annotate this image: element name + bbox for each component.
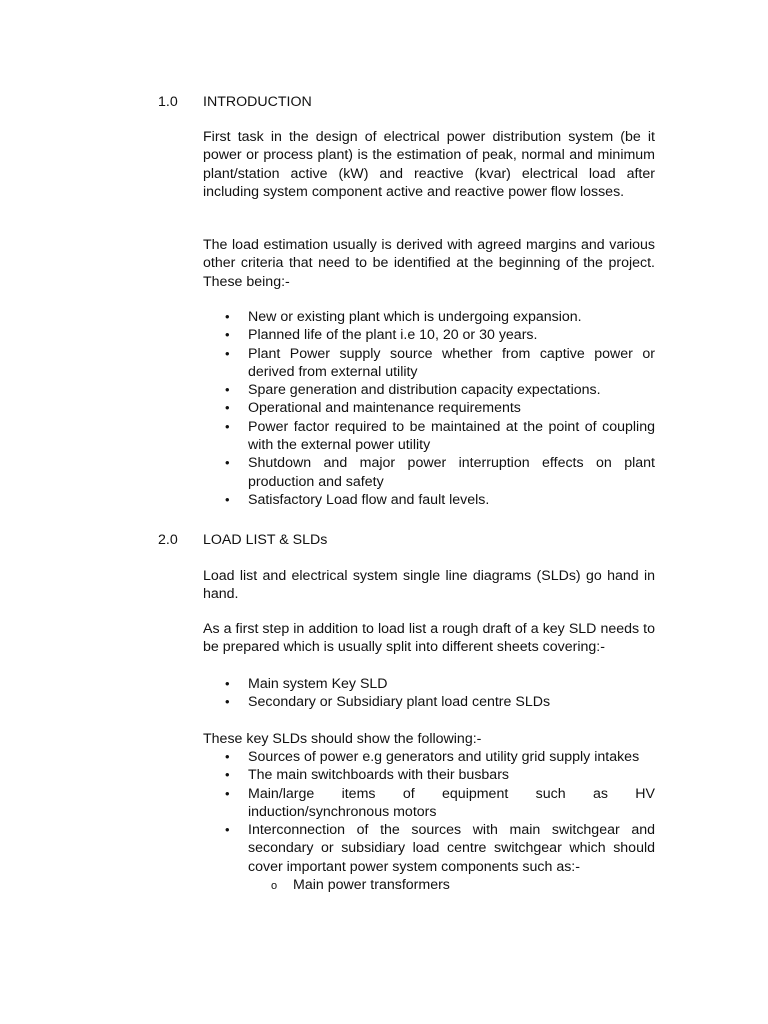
intro-paragraph-2: The load estimation usually is derived with agreed margins and various other criteria that need to be identified at the beginning of the project. These being:- bbox=[203, 237, 655, 290]
bullet-icon: • bbox=[225, 345, 230, 361]
circle-bullet-icon: o bbox=[271, 880, 278, 893]
bullet-icon: • bbox=[225, 676, 230, 691]
intro-paragraph-1: First task in the design of electrical power distribution system (be it power or process plant) is the estimation of peak, normal and minimum plant/station active (kW) and reactive (kvar) electrical load after including system component active and reactive power flow losses. bbox=[203, 129, 655, 200]
section-heading-introduction bbox=[158, 93, 558, 111]
list-item: • Plant Power supply source whether from captive power or derived from external utility bbox=[225, 345, 655, 380]
load-list-paragraph-3: These key SLDs should show the following:- bbox=[203, 731, 482, 747]
bullet-icon: • bbox=[225, 309, 230, 324]
load-list-paragraph-1: Load list and electrical system single line diagrams (SLDs) go hand in hand. bbox=[203, 568, 655, 603]
bullet-icon: • bbox=[225, 749, 230, 764]
bullet-icon: • bbox=[225, 455, 230, 471]
list-item: • New or existing plant which is undergoing expansion. bbox=[225, 309, 582, 325]
list-item: • Main/large items of equipment such as HV induction/synchronous motors bbox=[225, 785, 655, 820]
list-item: • Power factor required to be maintained at the point of coupling with the external power utility bbox=[225, 418, 655, 454]
bullet-icon: • bbox=[225, 400, 230, 416]
sub-list-item: o Main power transformers bbox=[248, 876, 655, 894]
intro-criteria-list bbox=[203, 308, 655, 509]
bullet-icon: • bbox=[225, 382, 230, 398]
bullet-icon: • bbox=[225, 694, 230, 710]
list-item: • Spare generation and distribution capacity expectations. bbox=[225, 382, 601, 399]
bullet-icon: • bbox=[225, 785, 230, 801]
key-sld-sheets-list bbox=[203, 675, 655, 712]
section-heading-load-list bbox=[158, 531, 558, 549]
list-item: • Main system Key SLD bbox=[225, 676, 388, 692]
list-item: • Interconnection of the sources with main switchgear and secondary or subsidiary load centre switchgear which should cover important power system components such as:- o Main power transformers bbox=[203, 821, 655, 894]
list-item: • Satisfactory Load flow and fault levels. bbox=[225, 491, 490, 508]
section-title: INTRODUCTION bbox=[203, 94, 312, 110]
list-item: • Planned life of the plant i.e 10, 20 or 30 years. bbox=[225, 327, 538, 344]
section-number: 1.0 bbox=[158, 94, 178, 110]
section-title: LOAD LIST & SLDs bbox=[203, 532, 328, 548]
load-list-paragraph-2: As a first step in addition to load list a rough draft of a key SLD needs to be prepared which is usually split into different sheets covering:- bbox=[203, 621, 655, 656]
list-item: • Shutdown and major power interruption effects on plant production and safety bbox=[225, 455, 655, 490]
bullet-icon: • bbox=[225, 822, 230, 838]
bullet-icon: • bbox=[225, 327, 230, 343]
section-number: 2.0 bbox=[158, 532, 178, 548]
bullet-icon: • bbox=[225, 767, 230, 783]
sub-list bbox=[248, 876, 655, 894]
list-item: • The main switchboards with their busbars bbox=[225, 767, 510, 784]
bullet-icon: • bbox=[225, 491, 230, 507]
list-item: • Sources of power e.g generators and utility grid supply intakes bbox=[225, 749, 640, 765]
list-item: • Secondary or Subsidiary plant load centre SLDs bbox=[225, 694, 551, 711]
bullet-icon: • bbox=[225, 418, 230, 434]
key-sld-contents-list bbox=[203, 748, 655, 894]
list-item: • Operational and maintenance requirements bbox=[225, 400, 521, 417]
